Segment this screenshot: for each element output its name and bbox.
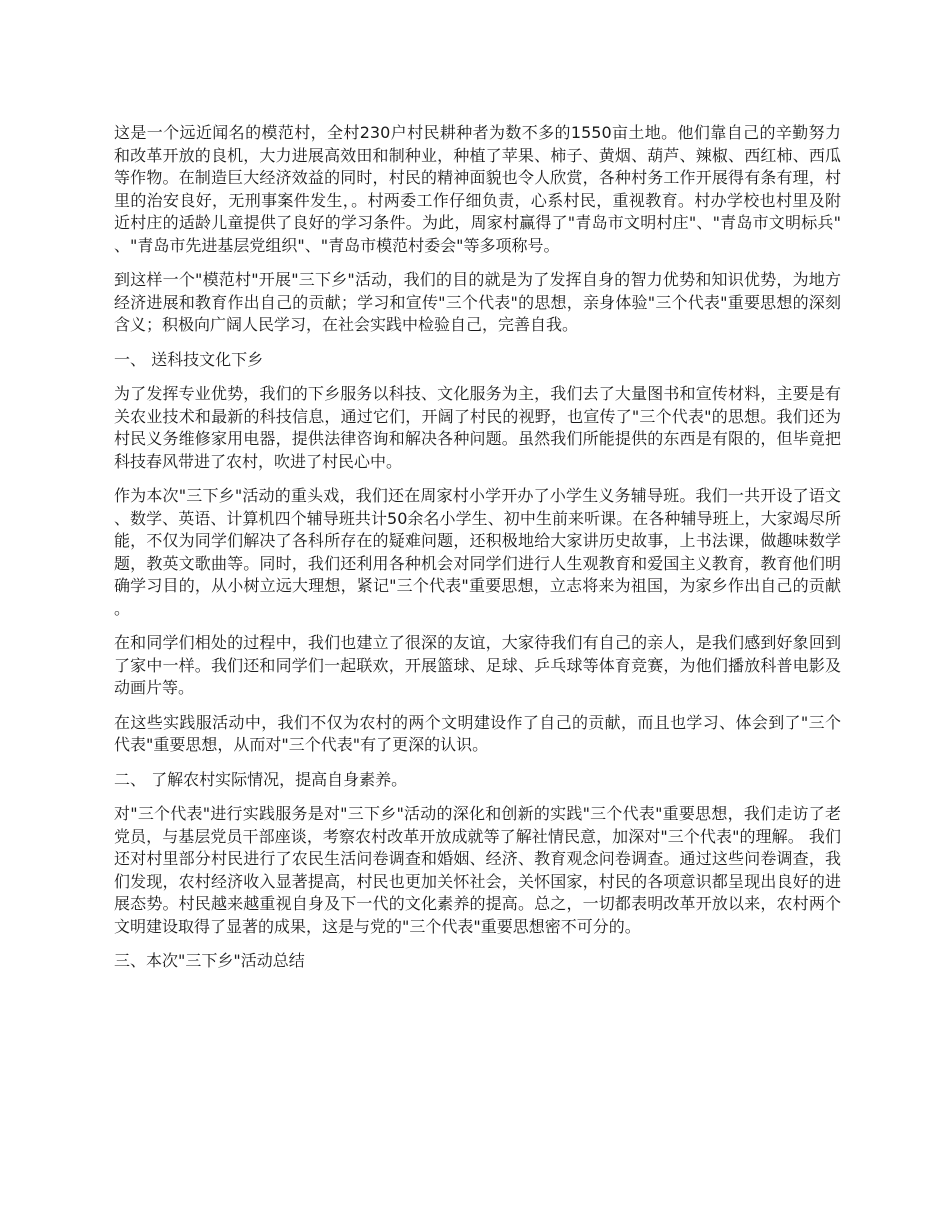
section-2-paragraph-1: 对"三个代表"进行实践服务是对"三下乡"活动的深化和创新的实践"三个代表"重要思想，我们走访了老党员，与基层党员干部座谈，考察农村改革开放成就等了解社情民意，加深对"三个代表"的理解。 我们还对村里部分村民进行了农民生活问卷调查和婚姻、经济、教育观念问卷调查。通过这些问卷调查，我们发现，农村经济收入显著提高，村民也更加关怀社会，关怀国家，村民的各项意识都呈现出良好的进展态势。村民越来越重视自身及下一代的文化素养的提高。总之，一切都表明改革开放以来，农村两个文明建设取得了显著的成果，这是与党的"三个代表"重要思想密不可分的。	[114, 804, 841, 936]
section-1-paragraph-4: 在这些实践服活动中，我们不仅为农村的两个文明建设作了自己的贡献，而且也学习、体会到了"三个代表"重要思想，从而对"三个代表"有了更深的认识。	[114, 712, 841, 754]
section-1-paragraph-1: 为了发挥专业优势，我们的下乡服务以科技、文化服务为主，我们去了大量图书和宣传材料，主要是有关农业技术和最新的科技信息，通过它们，开阔了村民的视野，也宣传了"三个代表"的思想。我们还为村民义务维修家用电器，提供法律咨询和解决各种问题。虽然我们所能提供的东西是有限的，但毕竟把科技春风带进了农村，吹进了村民心中。	[114, 384, 841, 471]
document-page	[114, 122, 841, 985]
purpose-paragraph: 到这样一个"模范村"开展"三下乡"活动，我们的目的就是为了发挥自身的智力优势和知识优势，为地方经济进展和教育作出自己的贡献；学习和宣传"三个代表"的思想，亲身体验"三个代表"重要思想的深刻含义；积极向广阔人民学习，在社会实践中检验自己，完善自我。	[114, 270, 841, 334]
intro-paragraph: 这是一个远近闻名的模范村，全村230户村民耕种者为数不多的1550亩土地。他们靠自己的辛勤努力和改革开放的良机，大力进展高效田和制种业，种植了苹果、柿子、黄烟、葫芦、辣椒、西红柿、西瓜等作物。在制造巨大经济效益的同时，村民的精神面貌也令人欣赏，各种村务工作开展得有条有理，村里的治安良好，无刑事案件发生，。村两委工作仔细负责，心系村民，重视教育。村办学校也村里及附近村庄的适龄儿童提供了良好的学习条件。为此，周家村赢得了"青岛市文明村庄"、"青岛市文明标兵"、"青岛市先进基层党组织"、"青岛市模范村委会"等多项称号。	[114, 123, 841, 255]
section-1-paragraph-2: 作为本次"三下乡"活动的重头戏，我们还在周家村小学开办了小学生义务辅导班。我们一共开设了语文、数学、英语、计算机四个辅导班共计50余名小学生、初中生前来听课。在各种辅导班上，大家竭尽所能，不仅为同学们解决了各科所存在的疑难问题，还积极地给大家讲历史故事，上书法课，做趣味数学题，教英文歌曲等。同时，我们还利用各种机会对同学们进行人生观教育和爱国主义教育，教育他们明确学习目的，从小树立远大理想，紧记"三个代表"重要思想，立志将来为祖国，为家乡作出自己的贡献。	[114, 486, 841, 618]
section-heading-1: 一、 送科技文化下乡	[114, 349, 264, 369]
section-heading-2: 二、 了解农村实际情况，提高自身素养。	[114, 769, 408, 789]
section-1-paragraph-3: 在和同学们相处的过程中，我们也建立了很深的友谊，大家待我们有自己的亲人，是我们感到好象回到了家中一样。我们还和同学们一起联欢，开展篮球、足球、乒乓球等体育竞赛，为他们播放科普电影及动画片等。	[114, 633, 841, 697]
section-heading-3: 三、本次"三下乡"活动总结	[114, 951, 305, 970]
